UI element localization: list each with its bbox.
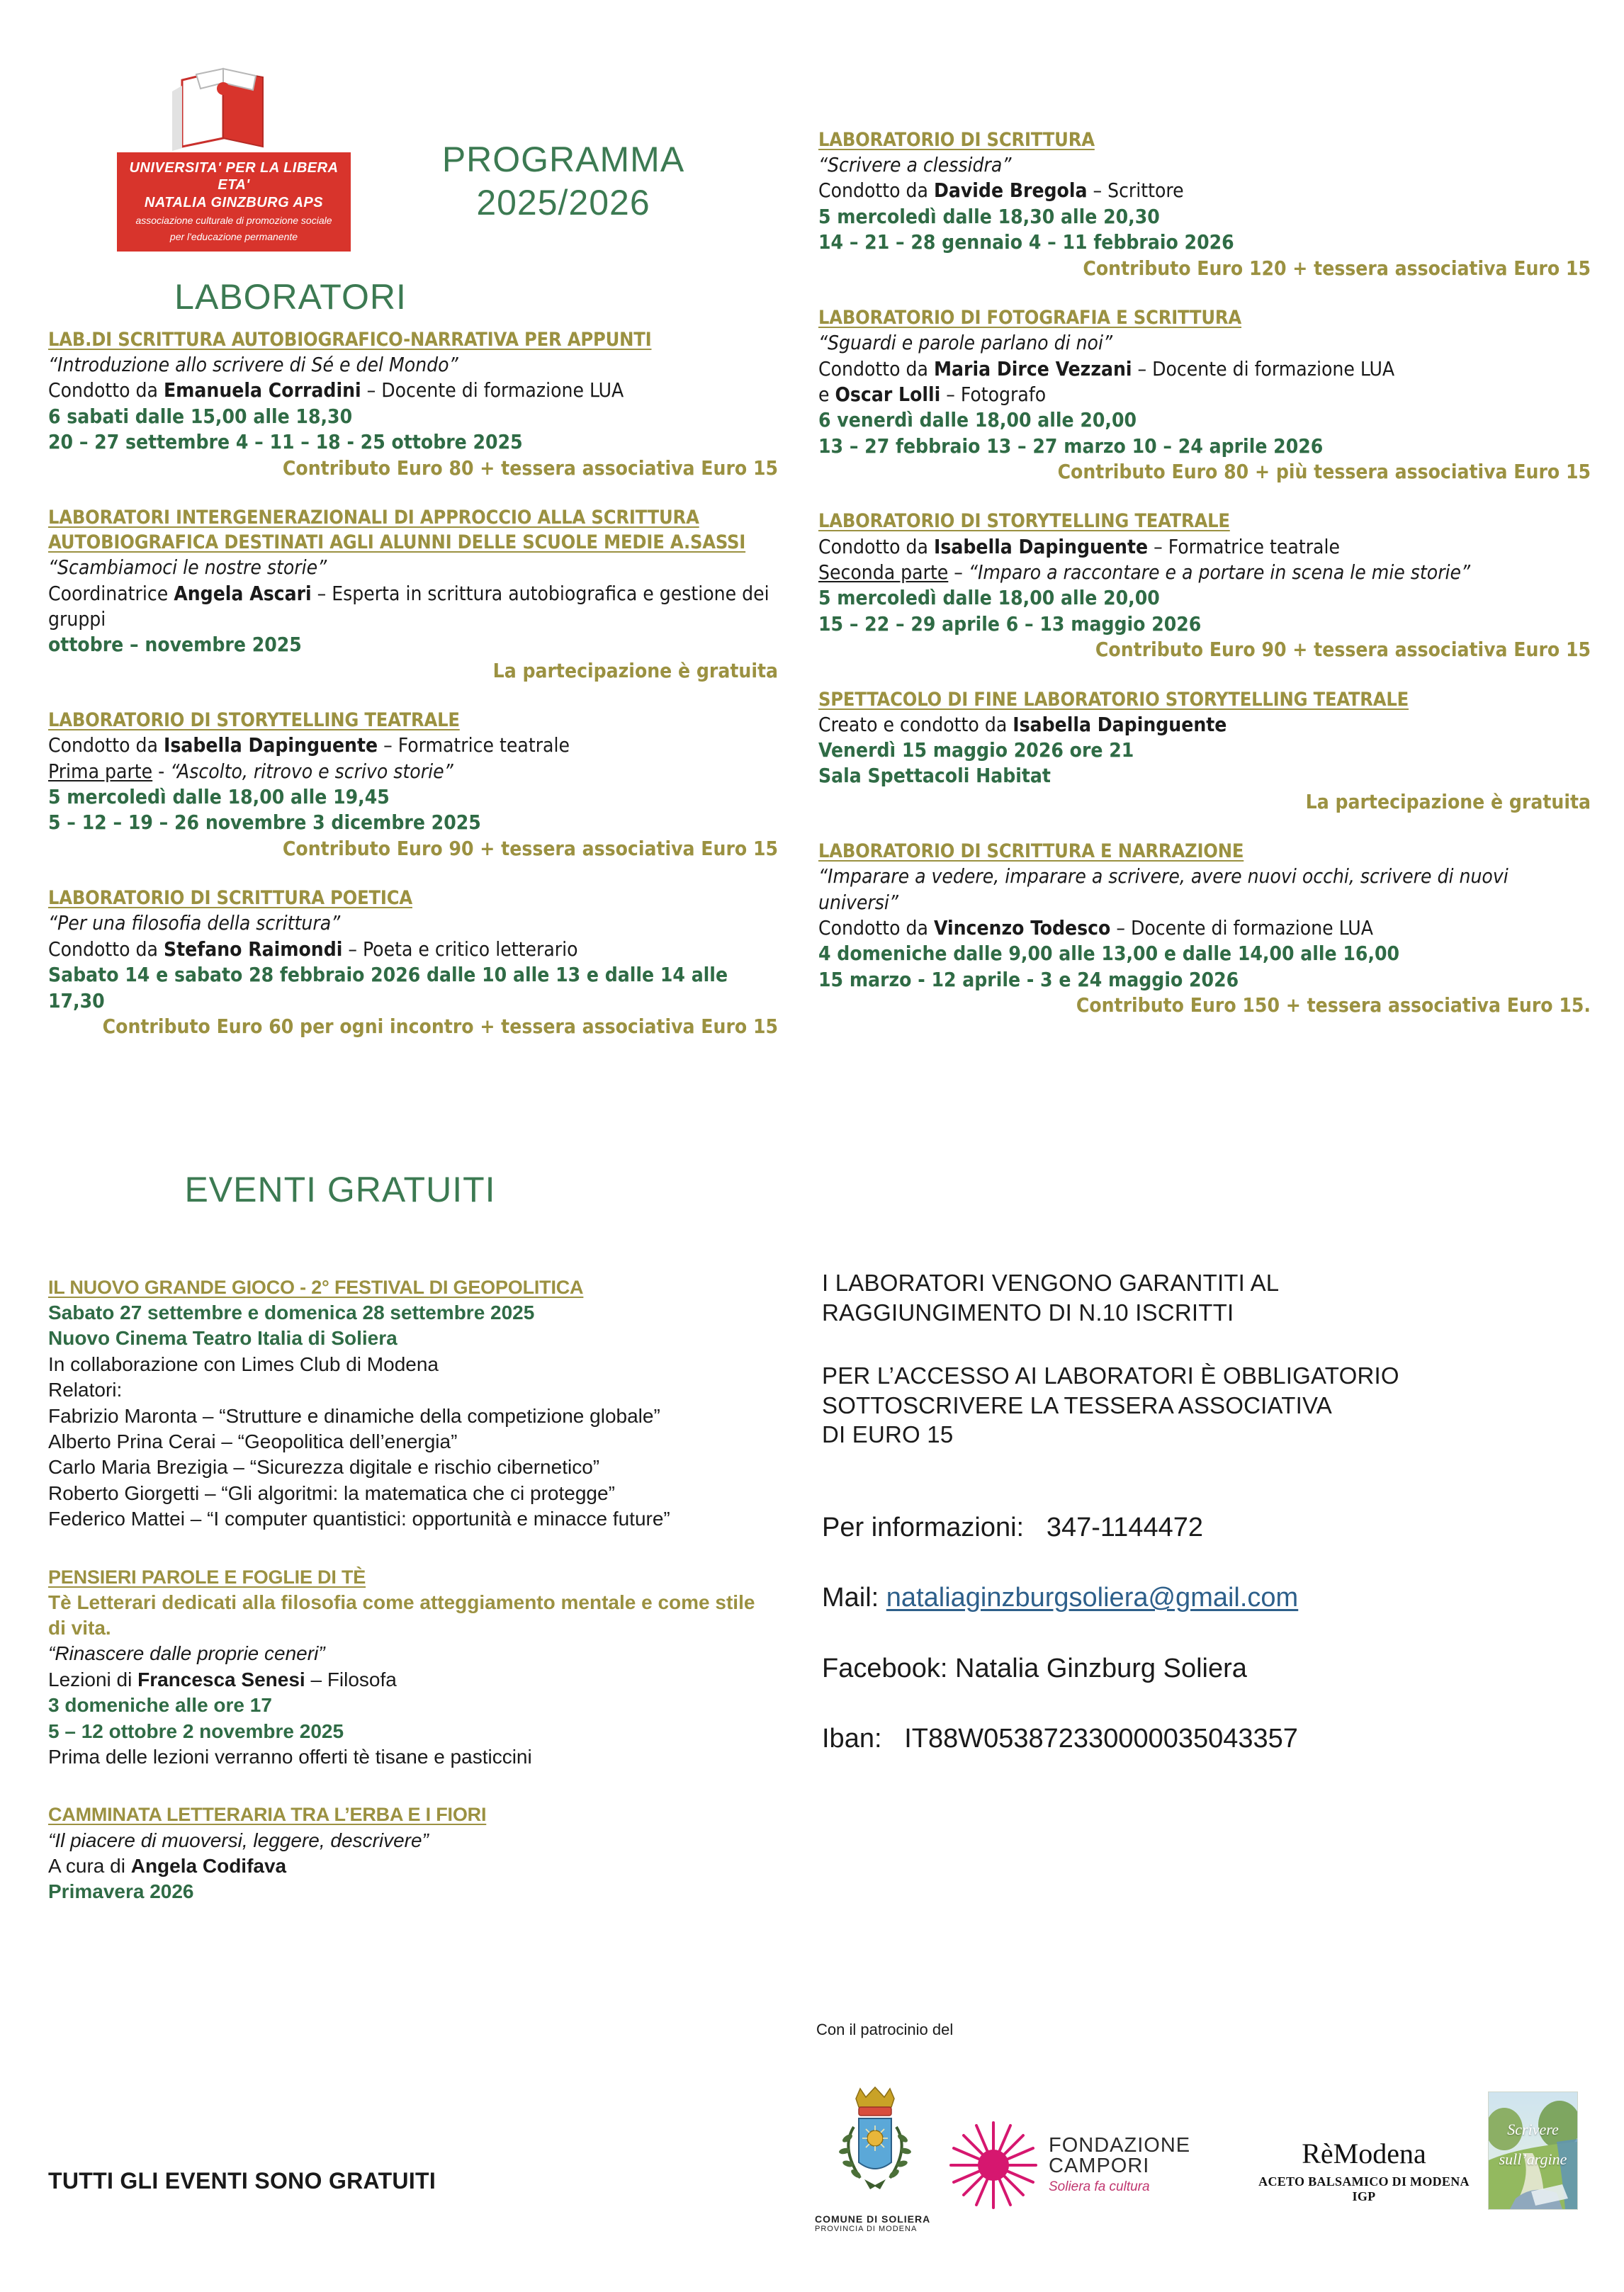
workshop-subtitle: “Scrivere a clessidra” bbox=[818, 153, 1012, 177]
contact-facebook-row bbox=[822, 1652, 1601, 1686]
workshop-heading: LABORATORIO DI STORYTELLING TEATRALE bbox=[48, 709, 460, 732]
section-heading-laboratori: LABORATORI bbox=[174, 277, 407, 317]
fondazione-line-1: FONDAZIONE bbox=[1049, 2134, 1191, 2157]
remodena-tagline: ACETO BALSAMICO DI MODENA IGP bbox=[1258, 2174, 1470, 2203]
page-title bbox=[397, 138, 730, 225]
workshop-block bbox=[48, 886, 778, 1039]
membership-notice bbox=[822, 1268, 1601, 1450]
workshop-schedule: 5 mercoledì dalle 18,00 alle 20,00 bbox=[818, 586, 1160, 610]
notice-line-2: RAGGIUNGIMENTO DI N.10 ISCRITTI bbox=[822, 1299, 1234, 1326]
workshop-subtitle: “Per una filosofia della scrittura” bbox=[48, 911, 341, 935]
contact-phone-row bbox=[822, 1511, 1601, 1545]
workshop-block bbox=[818, 305, 1591, 485]
workshop-block bbox=[818, 687, 1591, 815]
workshop-fee: Contributo Euro 150 + tessera associativa Euro 15. bbox=[1076, 993, 1591, 1017]
logo-line-4: per l'educazione permanente bbox=[169, 230, 298, 242]
workshop-part: Seconda parte – “Imparo a raccontare e a portare in scena le mie storie” bbox=[818, 560, 1471, 584]
event-speaker: Carlo Maria Brezigia – “Sicurezza digitale e rischio cibernetico” bbox=[48, 1456, 600, 1479]
notice-line-3: PER L’ACCESSO AI LABORATORI È OBBLIGATORIO bbox=[822, 1362, 1399, 1389]
workshop-conductor: Condotto da Isabella Dapinguente – Formatrice teatrale bbox=[818, 534, 1340, 558]
event-description: Tè Letterari dedicati alla filosofia come atteggiamento mentale e come stile di vita. bbox=[48, 1591, 755, 1639]
event-speaker: Federico Mattei – “I computer quantistici: opportunità e minacce future” bbox=[48, 1508, 670, 1530]
workshop-dates: 13 – 27 febbraio 13 – 27 marzo 10 – 24 aprile 2026 bbox=[818, 434, 1324, 458]
workshop-fee: Contributo Euro 90 + tessera associativa Euro 15 bbox=[1095, 638, 1591, 662]
event-heading: PENSIERI PAROLE E FOGLIE DI TÈ bbox=[48, 1566, 366, 1588]
workshop-fee: Contributo Euro 80 + più tessera associativa Euro 15 bbox=[1057, 460, 1591, 484]
workshop-schedule: 5 mercoledì dalle 18,30 alle 20,30 bbox=[818, 204, 1160, 228]
workshop-heading: LABORATORIO DI FOTOGRAFIA E SCRITTURA bbox=[818, 307, 1242, 329]
coat-of-arms-icon bbox=[815, 2083, 935, 2207]
event-block bbox=[48, 1275, 778, 1532]
workshop-fee: Contributo Euro 60 per ogni incontro + tessera associativa Euro 15 bbox=[102, 1014, 778, 1038]
comune-di-soliera-logo bbox=[815, 2083, 935, 2233]
workshop-block bbox=[818, 839, 1591, 1018]
workshop-schedule: Sabato 14 e sabato 28 febbraio 2026 dalle 10 alle 13 e dalle 14 alle 17,30 bbox=[48, 963, 728, 1012]
notice-line-5: DI EURO 15 bbox=[822, 1421, 954, 1448]
contact-phone-label: Per informazioni: bbox=[822, 1512, 1025, 1542]
workshop-schedule: 4 domeniche dalle 9,00 alle 13,00 e dalle 14,00 alle 16,00 bbox=[818, 942, 1400, 966]
workshop-conductor: Condotto da Maria Dirce Vezzani – Docente di formazione LUA bbox=[818, 356, 1395, 380]
remodena-logo bbox=[1247, 2137, 1481, 2204]
workshop-venue: Sala Spettacoli Habitat bbox=[818, 764, 1051, 788]
workshop-heading: LABORATORIO DI SCRITTURA E NARRAZIONE bbox=[818, 840, 1244, 863]
workshop-conductor: Condotto da Stefano Raimondi – Poeta e critico letterario bbox=[48, 937, 578, 961]
workshop-block bbox=[48, 708, 778, 862]
workshop-fee: Contributo Euro 120 + tessera associativa Euro 15 bbox=[1083, 256, 1591, 280]
title-year: 2025/2026 bbox=[476, 183, 650, 222]
association-logo bbox=[117, 67, 351, 252]
event-collaboration: In collaborazione con Limes Club di Modena bbox=[48, 1353, 439, 1375]
workshop-dates: 5 – 12 – 19 – 26 novembre 3 dicembre 2025 bbox=[48, 811, 481, 835]
contact-phone-value: 347-1144472 bbox=[1046, 1512, 1203, 1542]
logo-red-plate bbox=[117, 152, 351, 252]
workshop-fee: Contributo Euro 90 + tessera associativa Euro 15 bbox=[282, 836, 778, 860]
workshop-subtitle: “Imparare a vedere, imparare a scrivere, avere nuovi occhi, scrivere di nuovi universi” bbox=[818, 864, 1509, 914]
all-events-free-note: TUTTI GLI EVENTI SONO GRATUITI bbox=[48, 2168, 436, 2194]
event-speaker: Fabrizio Maronta – “Strutture e dinamiche della competizione globale” bbox=[48, 1404, 660, 1427]
scrivere-text bbox=[1489, 2092, 1577, 2209]
laboratori-left-column bbox=[48, 327, 778, 1063]
patronage-label: Con il patrocinio del bbox=[816, 2021, 954, 2038]
workshop-schedule: ottobre – novembre 2025 bbox=[48, 633, 302, 657]
workshop-heading: LABORATORI INTERGENERAZIONALI DI APPROCCIO ALLA SCRITTURA AUTOBIOGRAFICA DESTINATI AGLI ALUNNI DELLE SCUOLE MEDIE A.SASSI bbox=[48, 507, 746, 554]
event-subtitle: “Rinascere dalle proprie ceneri” bbox=[48, 1642, 325, 1665]
workshop-block bbox=[48, 505, 778, 684]
remodena-name: RèModena bbox=[1302, 2138, 1426, 2169]
eventi-left-column bbox=[48, 1275, 778, 1929]
scrivere-line-2: sull’argine bbox=[1499, 2150, 1567, 2168]
workshop-dates: 14 – 21 – 28 gennaio 4 – 11 febbraio 2026 bbox=[818, 230, 1234, 254]
logo-line-1: UNIVERSITA' PER LA LIBERA ETA' bbox=[129, 160, 339, 193]
scrivere-line-1: Scrivere bbox=[1507, 2121, 1559, 2138]
workshop-dates: 15 – 22 – 29 aprile 6 – 13 maggio 2026 bbox=[818, 611, 1202, 636]
event-subtitle: “Il piacere di muoversi, leggere, descrivere” bbox=[48, 1829, 429, 1851]
workshop-subtitle: “Scambiamoci le nostre storie” bbox=[48, 555, 327, 580]
email-link[interactable]: nataliaginzburgsoliera@gmail.com bbox=[886, 1583, 1299, 1613]
event-venue: Nuovo Cinema Teatro Italia di Soliera bbox=[48, 1327, 397, 1350]
title-programma: PROGRAMMA bbox=[441, 140, 685, 179]
laboratori-right-column bbox=[818, 128, 1591, 1043]
notice-line-4: SOTTOSCRIVERE LA TESSERA ASSOCIATIVA bbox=[822, 1391, 1332, 1418]
section-heading-eventi: EVENTI GRATUITI bbox=[184, 1170, 496, 1209]
event-conductor: Lezioni di Francesca Senesi – Filosofa bbox=[48, 1668, 397, 1690]
fondazione-line-2: CAMPORI bbox=[1049, 2155, 1150, 2177]
scrivere-sull-argine-logo bbox=[1488, 2091, 1578, 2210]
event-heading: IL NUOVO GRANDE GIOCO - 2° FESTIVAL DI GEOPOLITICA bbox=[48, 1277, 584, 1298]
logo-line-3: associazione culturale di promozione sociale bbox=[135, 215, 332, 227]
contact-facebook-label: Facebook: bbox=[822, 1653, 948, 1683]
workshop-fee: La partecipazione è gratuita bbox=[492, 658, 778, 682]
workshop-schedule: 5 mercoledì dalle 18,00 alle 19,45 bbox=[48, 785, 390, 809]
event-schedule: 3 domeniche alle ore 17 bbox=[48, 1694, 272, 1717]
workshop-schedule: Venerdì 15 maggio 2026 ore 21 bbox=[818, 738, 1134, 762]
contact-iban-value: IT88W053872330000035043357 bbox=[904, 1724, 1298, 1754]
workshop-conductor: Creato e condotto da Isabella Dapinguente bbox=[818, 712, 1227, 736]
workshop-heading: LAB.DI SCRITTURA AUTOBIOGRAFICO-NARRATIVA PER APPUNTI bbox=[48, 329, 652, 351]
contact-iban-label: Iban: bbox=[822, 1724, 882, 1754]
notice-line-1: I LABORATORI VENGONO GARANTITI AL bbox=[822, 1270, 1280, 1296]
contact-mail-label: Mail: bbox=[822, 1583, 879, 1613]
event-speakers-label: Relatori: bbox=[48, 1379, 123, 1401]
logo-line-2: NATALIA GINZBURG APS bbox=[144, 194, 324, 210]
event-conductor: A cura di Angela Codifava bbox=[48, 1854, 287, 1877]
event-block bbox=[48, 1802, 778, 1904]
contact-block bbox=[822, 1511, 1601, 1757]
open-book-icon bbox=[117, 67, 351, 152]
event-speaker: Roberto Giorgetti – “Gli algoritmi: la matematica che ci protegge” bbox=[48, 1481, 615, 1504]
workshop-fee: La partecipazione è gratuita bbox=[1305, 789, 1591, 813]
contact-iban-row bbox=[822, 1722, 1601, 1756]
workshop-heading: LABORATORIO DI SCRITTURA POETICA bbox=[48, 887, 412, 910]
event-dates: 5 – 12 ottobre 2 novembre 2025 bbox=[48, 1720, 344, 1742]
workshop-conductor-2: e Oscar Lolli – Fotografo bbox=[818, 382, 1047, 406]
contact-facebook-value: Natalia Ginzburg Soliera bbox=[955, 1653, 1247, 1683]
workshop-schedule: 6 venerdì dalle 18,00 alle 20,00 bbox=[818, 408, 1137, 432]
workshop-schedule: 6 sabati dalle 15,00 alle 18,30 bbox=[48, 404, 353, 428]
event-note: Prima delle lezioni verranno offerti tè tisane e pasticcini bbox=[48, 1746, 532, 1768]
workshop-block bbox=[818, 509, 1591, 662]
workshop-conductor: Condotto da Isabella Dapinguente – Formatrice teatrale bbox=[48, 733, 570, 757]
workshop-heading: LABORATORIO DI STORYTELLING TEATRALE bbox=[818, 510, 1230, 533]
workshop-subtitle: “Introduzione allo scrivere di Sé e del Mondo” bbox=[48, 353, 458, 377]
comune-name: COMUNE DI SOLIERA bbox=[815, 2213, 931, 2225]
event-heading: CAMMINATA LETTERARIA TRA L’ERBA E I FIORI bbox=[48, 1804, 487, 1826]
workshop-part: Prima parte - “Ascolto, ritrovo e scrivo storie” bbox=[48, 759, 453, 783]
workshop-conductor: Condotto da Emanuela Corradini – Docente di formazione LUA bbox=[48, 378, 624, 402]
event-speaker: Alberto Prina Cerai – “Geopolitica dell’energia” bbox=[48, 1430, 458, 1453]
workshop-block bbox=[818, 128, 1591, 281]
workshop-heading: SPETTACOLO DI FINE LABORATORIO STORYTELLING TEATRALE bbox=[818, 688, 1409, 711]
workshop-dates: 20 – 27 settembre 4 – 11 – 18 - 25 ottobre 2025 bbox=[48, 430, 523, 454]
workshop-conductor: Condotto da Vincenzo Todesco – Docente di formazione LUA bbox=[818, 916, 1373, 940]
info-column bbox=[822, 1268, 1601, 1792]
workshop-conductor: Condotto da Davide Bregola – Scrittore bbox=[818, 179, 1184, 203]
contact-mail-row bbox=[822, 1581, 1601, 1615]
comune-province: PROVINCIA DI MODENA bbox=[815, 2225, 918, 2233]
event-schedule: Primavera 2026 bbox=[48, 1880, 194, 1903]
workshop-fee: Contributo Euro 80 + tessera associativa Euro 15 bbox=[282, 456, 778, 480]
starburst-icon bbox=[948, 2120, 1039, 2211]
workshop-block bbox=[48, 327, 778, 481]
workshop-subtitle: “Sguardi e parole parlano di noi” bbox=[818, 331, 1112, 355]
event-block bbox=[48, 1565, 778, 1771]
fondazione-tagline: Soliera fa cultura bbox=[1049, 2179, 1150, 2194]
patron-logos bbox=[794, 2076, 1587, 2253]
event-date: Sabato 27 settembre e domenica 28 settembre 2025 bbox=[48, 1302, 535, 1324]
workshop-conductor: Coordinatrice Angela Ascari – Esperta in scrittura autobiografica e gestione dei gruppi bbox=[48, 581, 769, 631]
fondazione-campori-logo bbox=[948, 2120, 1196, 2211]
workshop-dates: 15 marzo - 12 aprile - 3 e 24 maggio 2026 bbox=[818, 967, 1239, 991]
workshop-heading: LABORATORIO DI SCRITTURA bbox=[818, 129, 1095, 151]
